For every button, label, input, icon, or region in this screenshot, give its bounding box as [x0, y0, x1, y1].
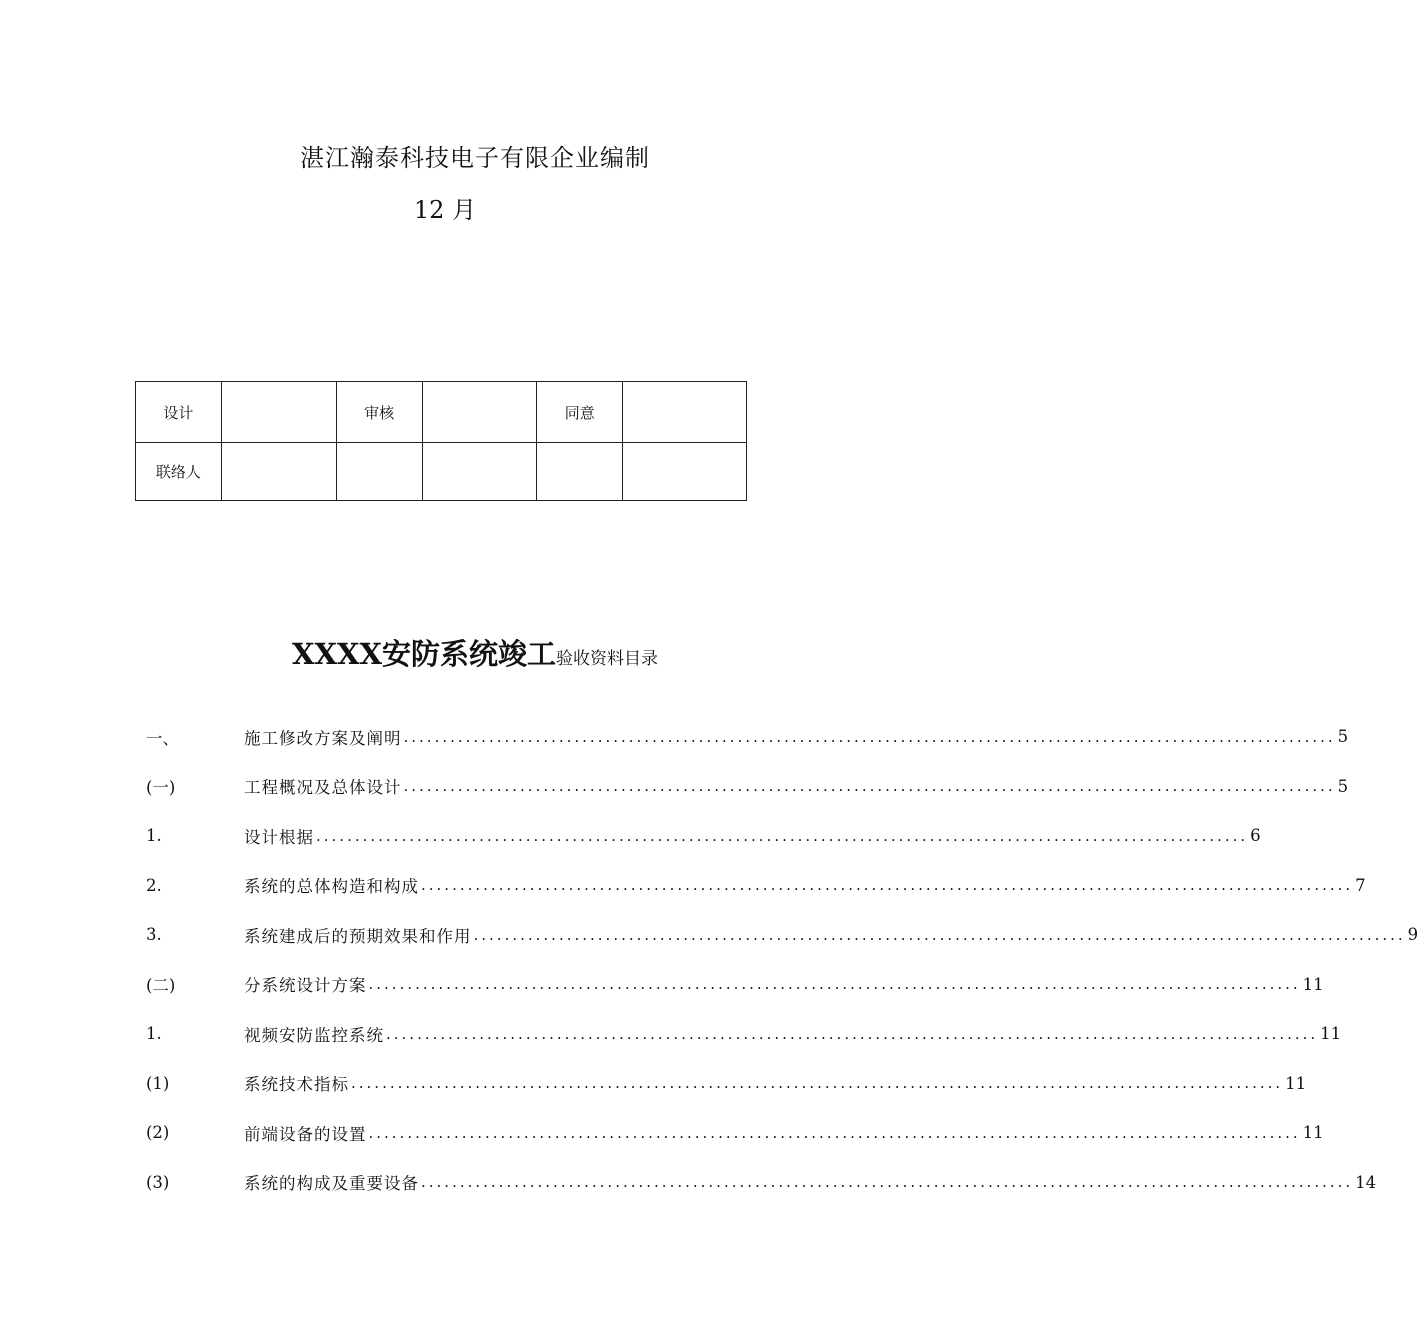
cell-contact-value: [221, 443, 336, 501]
toc-entry-page: 9: [1407, 925, 1418, 945]
toc-entry[interactable]: [146, 762, 1349, 812]
approval-row-2: [136, 443, 747, 501]
toc-entry[interactable]: [146, 1108, 1324, 1158]
toc-entry-number: 一、: [146, 728, 179, 748]
toc-entry-page: 5: [1337, 776, 1349, 796]
toc-entry[interactable]: [146, 712, 1349, 762]
toc-leader-dots: ........................................................................................................................: [421, 1173, 1354, 1192]
toc-entry-title: 系统建成后的预期效果和作用: [244, 926, 472, 946]
toc-entry-page: 5: [1337, 727, 1349, 747]
toc-entry[interactable]: [146, 1059, 1307, 1109]
toc-entry[interactable]: [146, 861, 1366, 911]
toc-entry-page: 11: [1320, 1024, 1342, 1044]
toc-entry-number: 1.: [146, 1024, 162, 1044]
toc-leader-dots: ........................................................................................................................: [351, 1074, 1284, 1093]
toc-entry-number: (2): [146, 1123, 170, 1143]
toc-entry[interactable]: [146, 960, 1324, 1010]
table-of-contents: [146, 712, 1418, 1207]
toc-title-sub: 验收资料目录: [556, 649, 658, 669]
toc-entry-page: 11: [1285, 1073, 1307, 1093]
cell-approve-label: 同意: [537, 382, 623, 443]
cell-review-value: [422, 382, 537, 443]
toc-leader-dots: ........................................................................................................................: [473, 925, 1406, 944]
toc-entry-title: 系统的构成及重要设备: [244, 1174, 419, 1194]
cell-review-label: 审核: [336, 382, 422, 443]
toc-leader-dots: ........................................................................................................................: [316, 826, 1249, 845]
toc-entry-title: 分系统设计方案: [244, 976, 367, 996]
toc-entry-page: 11: [1302, 1123, 1324, 1143]
company-compiler-line: 湛江瀚泰科技电子有限企业编制: [300, 144, 650, 172]
cell-design-value: [221, 382, 336, 443]
toc-leader-dots: ........................................................................................................................: [368, 975, 1301, 994]
cell-contact-label: 联络人: [136, 443, 222, 501]
cell-approve-value: [623, 382, 747, 443]
table-cell: [336, 443, 422, 501]
toc-leader-dots: ........................................................................................................................: [368, 1123, 1301, 1142]
month-line: 12 月: [413, 196, 477, 224]
toc-entry-number: (1): [146, 1073, 170, 1093]
approval-row-1: [136, 382, 747, 443]
toc-leader-dots: ........................................................................................................................: [386, 1024, 1319, 1043]
toc-entry-number: (一): [146, 778, 176, 798]
table-cell: [422, 443, 537, 501]
toc-entry-title: 前端设备的设置: [244, 1124, 367, 1144]
toc-entry-page: 6: [1250, 826, 1261, 846]
toc-entry-page: 7: [1355, 875, 1366, 895]
toc-entry[interactable]: [146, 1158, 1377, 1208]
toc-entry-number: (二): [146, 976, 176, 996]
toc-entry[interactable]: [146, 1009, 1342, 1059]
toc-entry[interactable]: [146, 811, 1261, 861]
cell-design-label: 设计: [136, 382, 222, 443]
toc-entry-page: 14: [1355, 1172, 1377, 1192]
toc-entry-number: 3.: [146, 925, 162, 945]
toc-entry-number: 2.: [146, 875, 162, 895]
table-cell: [623, 443, 747, 501]
toc-entry-number: 1.: [146, 826, 162, 846]
approval-table: [135, 381, 747, 501]
toc-entry-title: 视频安防监控系统: [244, 1025, 384, 1045]
toc-entry[interactable]: [146, 910, 1418, 960]
toc-entry-title: 系统的总体构造和构成: [244, 877, 419, 897]
toc-leader-dots: ........................................................................................................................: [403, 727, 1336, 746]
toc-entry-title: 设计根据: [244, 827, 314, 847]
toc-leader-dots: ........................................................................................................................: [421, 876, 1354, 895]
toc-entry-number: (3): [146, 1172, 170, 1192]
table-cell: [537, 443, 623, 501]
toc-entry-title: 施工修改方案及阐明: [244, 728, 402, 748]
toc-entry-page: 11: [1302, 974, 1324, 994]
toc-leader-dots: ........................................................................................................................: [403, 777, 1336, 796]
toc-title: [0, 632, 950, 673]
toc-title-main: XXXX安防系统竣工: [291, 637, 556, 671]
toc-entry-title: 工程概况及总体设计: [244, 778, 402, 798]
toc-entry-title: 系统技术指标: [244, 1075, 349, 1095]
